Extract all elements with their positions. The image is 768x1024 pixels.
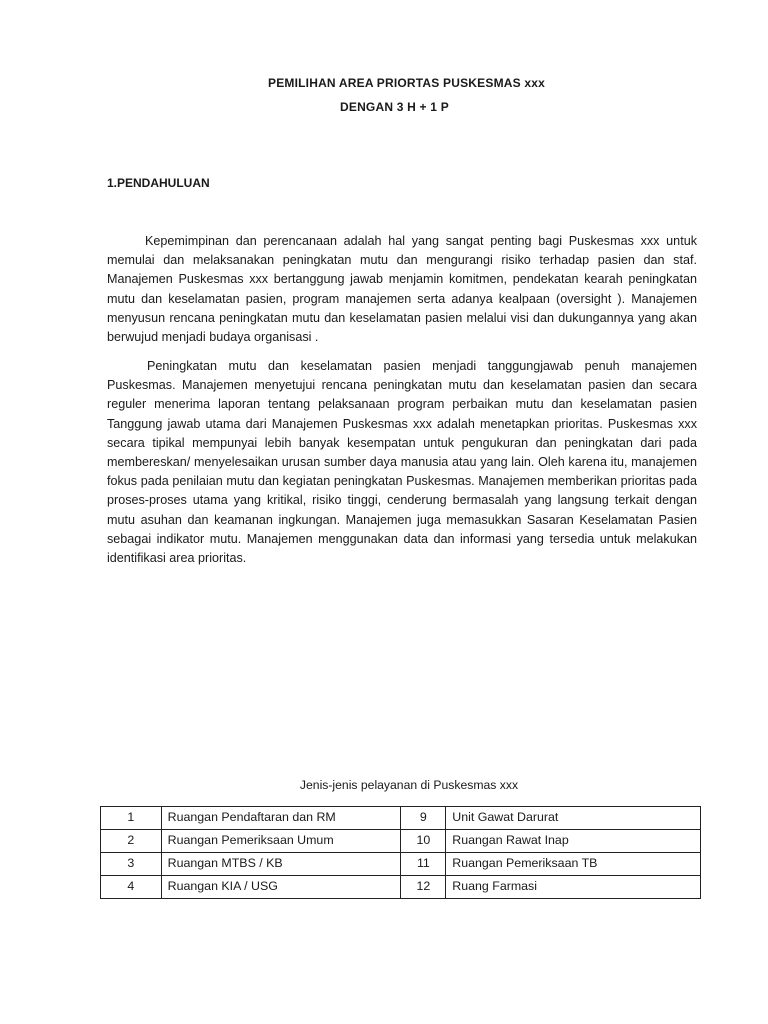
- document-title: PEMILIHAN AREA PRIORTAS PUSKESMAS xxx: [268, 76, 545, 90]
- service-number: 2: [101, 830, 162, 853]
- section-heading: 1.PENDAHULUAN: [107, 176, 210, 190]
- document-subtitle: DENGAN 3 H + 1 P: [340, 100, 449, 114]
- table-caption: Jenis-jenis pelayanan di Puskesmas xxx: [299, 778, 519, 792]
- paragraph-leadership: Kepemimpinan dan perencanaan adalah hal yang sangat penting bagi Puskesmas xxx untuk memulai dan melaksanakan peningkatan mutu dan mengurangi risiko terhadap pasien dan staf. Manajemen Puskesmas xxx bertanggung jawab menjamin komitmen, pendekatan kearah peningkatan mutu dan keselamatan pasien, program manajemen serta adanya kealpaan (oversight ). Manajemen menyusun rencana peningkatan mutu dan keselamatan pasien melalui visi dan dukungannya yang akan berwujud menjadi budaya organisasi .: [107, 234, 697, 345]
- table-row: [101, 830, 701, 853]
- service-name: Ruangan Rawat Inap: [446, 830, 701, 853]
- service-name: Ruang Farmasi: [446, 876, 701, 899]
- service-number: 10: [401, 830, 446, 853]
- service-name: Unit Gawat Darurat: [446, 807, 701, 830]
- paragraph-quality-improvement: Peningkatan mutu dan keselamatan pasien menjadi tanggungjawab penuh manajemen Puskesmas. Manajemen menyetujui rencana peningkatan mutu dan keselamatan pasien dan secara reguler menerima laporan tentang pelaksanaan program perbaikan mutu dan keselamatan pasien Tanggung jawab utama dari Manajemen Puskesmas xxx adalah menetapkan prioritas. Puskesmas xxx secara tipikal mempunyai lebih banyak kesempatan untuk pengukuran dan peningkatan dari pada membereskan/ menyelesaikan urusan sumber daya manusia atau yang lain. Oleh karena itu, manajemen fokus pada penilaian mutu dan kegiatan peningkatan Puskesmas. Manajemen memberikan prioritas pada proses-proses utama yang kritikal, risiko tinggi, cenderung bermasalah yang langsung terkait dengan mutu asuhan dan keamanan ingkungan. Manajemen juga memasukkan Sasaran Keselamatan Pasien sebagai indikator mutu. Manajemen menggunakan data dan informasi yang tersedia untuk melakukan identifikasi area prioritas.: [107, 359, 697, 566]
- service-number: 3: [101, 853, 162, 876]
- table-row: [101, 853, 701, 876]
- service-number: 9: [401, 807, 446, 830]
- service-name: Ruangan Pemeriksaan TB: [446, 853, 701, 876]
- table-row: [101, 807, 701, 830]
- service-number: 11: [401, 853, 446, 876]
- service-number: 12: [401, 876, 446, 899]
- table-row: [101, 876, 701, 899]
- service-name: Ruangan KIA / USG: [161, 876, 401, 899]
- service-name: Ruangan Pendaftaran dan RM: [161, 807, 401, 830]
- service-name: Ruangan MTBS / KB: [161, 853, 401, 876]
- service-number: 4: [101, 876, 162, 899]
- service-number: 1: [101, 807, 162, 830]
- service-name: Ruangan Pemeriksaan Umum: [161, 830, 401, 853]
- services-table: [100, 806, 701, 899]
